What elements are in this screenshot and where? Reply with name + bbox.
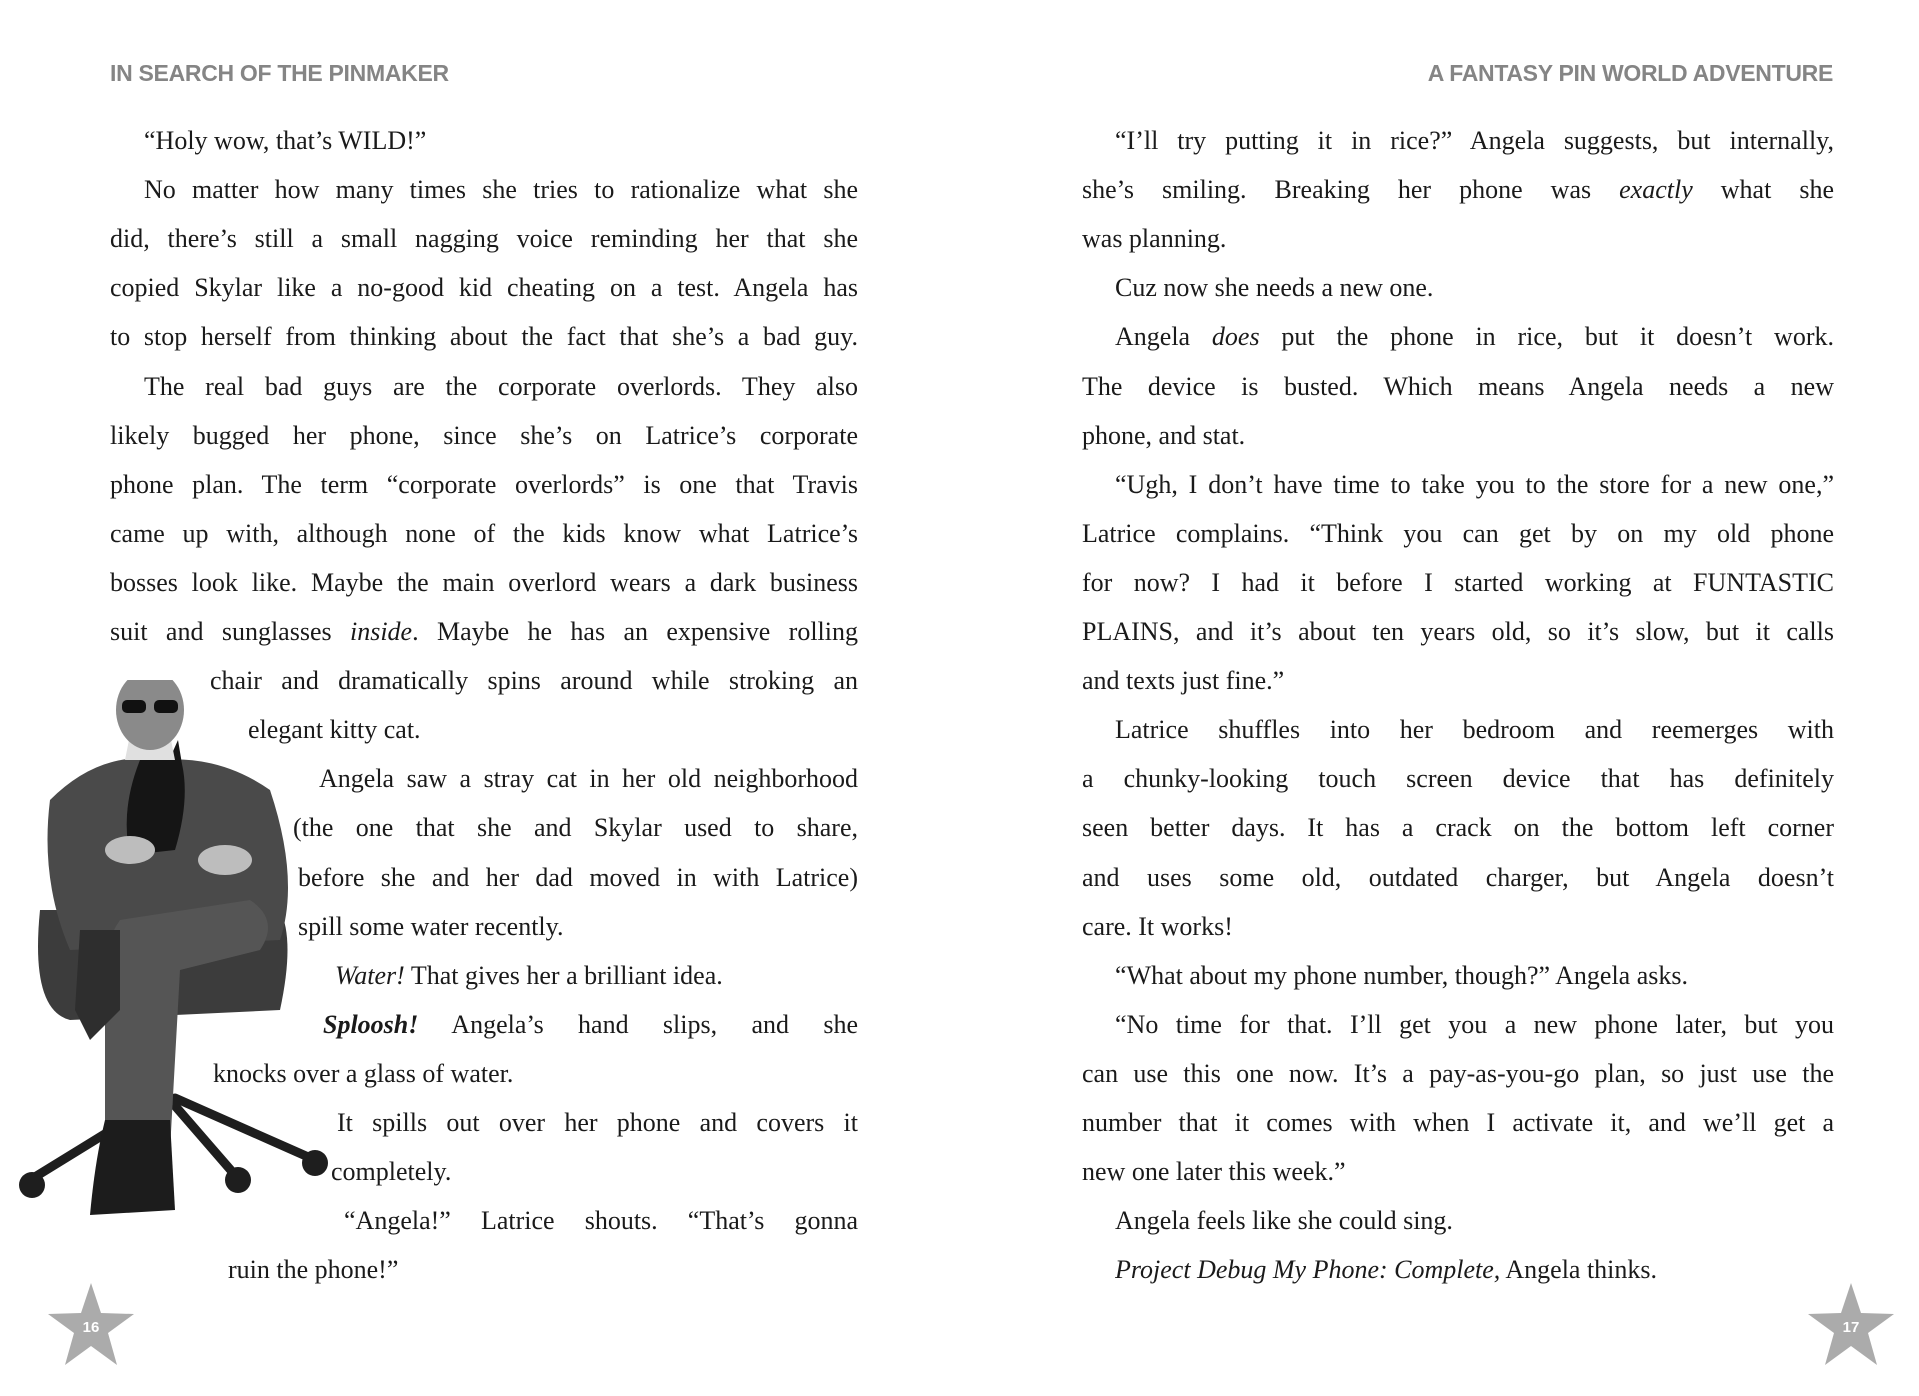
text-line — [1082, 902, 1834, 951]
text-run: number that it comes with when I activate it, and we’ll get a — [1082, 1108, 1834, 1137]
text-line — [1082, 754, 1834, 803]
text-line — [1115, 263, 1834, 312]
emphasized-text: Project Debug My Phone: Complete, — [1115, 1255, 1501, 1285]
text-run: (the one that she and Skylar used to share, — [293, 813, 858, 843]
text-line — [144, 362, 858, 411]
emphasized-text: does — [1211, 322, 1260, 352]
text-line — [1115, 705, 1834, 754]
text-line — [1082, 1147, 1834, 1196]
text-run: was planning. — [1082, 224, 1227, 254]
text-run: Angela — [1115, 322, 1212, 352]
emphasized-text: inside — [349, 617, 413, 646]
text-run: Latrice shuffles into her bedroom and reemerges with — [1115, 715, 1834, 745]
text-line — [1115, 1196, 1834, 1245]
text-run: “Angela!” Latrice shouts. “That’s gonna — [344, 1206, 858, 1236]
text-line — [1115, 951, 1834, 1000]
text-run: PLAINS, and it’s about ten years old, so it’s slow, but it calls — [1082, 617, 1834, 646]
text-run: elegant kitty cat. — [248, 715, 421, 745]
text-run: a chunky-looking touch screen device that has definitely — [1082, 764, 1834, 794]
text-run: Angela thinks. — [1500, 1255, 1658, 1285]
text-line — [331, 1147, 858, 1196]
text-run: new one later this week.” — [1082, 1157, 1346, 1187]
text-line — [1082, 1098, 1834, 1147]
text-line — [110, 214, 858, 263]
text-line — [1082, 362, 1834, 411]
text-run: knocks over a glass of water. — [213, 1058, 514, 1088]
text-line — [1115, 460, 1834, 509]
emphasized-text: exactly — [1619, 175, 1693, 205]
text-line — [1082, 656, 1834, 705]
text-line — [110, 607, 858, 656]
text-line — [1082, 853, 1834, 902]
text-run: likely bugged her phone, since she’s on Latrice’s corporate — [110, 420, 858, 450]
text-run: can use this one now. It’s a pay-as-you-go plan, so just use the — [1082, 1058, 1834, 1088]
text-line — [144, 116, 858, 165]
text-line — [110, 263, 858, 312]
text-run: The device is busted. Which means Angela needs a new — [1082, 371, 1834, 401]
text-line — [1082, 558, 1834, 607]
text-run: That gives her a brilliant idea. — [404, 960, 723, 990]
text-line — [344, 1196, 858, 1245]
text-run: . Maybe he has an expensive rolling — [412, 617, 858, 646]
businessman-in-chair-illustration — [10, 680, 350, 1235]
text-run: to stop herself from thinking about the fact that she’s a bad guy. — [110, 322, 858, 352]
text-run: “What about my phone number, though?” Angela asks. — [1115, 960, 1688, 990]
text-line — [319, 754, 858, 803]
text-line — [110, 312, 858, 361]
text-run: seen better days. It has a crack on the bottom left corner — [1082, 813, 1834, 843]
text-run: No matter how many times she tries to rationalize what she — [144, 175, 858, 205]
page-number-star-left — [48, 1283, 134, 1365]
running-head-left: IN SEARCH OF THE PINMAKER — [110, 60, 449, 86]
text-run: Cuz now she needs a new one. — [1115, 273, 1434, 303]
text-line — [1082, 509, 1834, 558]
text-run: chair and dramatically spins around while stroking an — [210, 666, 858, 696]
text-line — [323, 1000, 858, 1049]
page-number-star-right — [1808, 1283, 1894, 1365]
text-line — [1115, 312, 1834, 361]
text-run: came up with, although none of the kids know what Latrice’s — [110, 518, 858, 548]
page-number-left: 16 — [82, 1319, 100, 1336]
text-line — [110, 509, 858, 558]
text-line — [228, 1245, 858, 1294]
text-line — [298, 902, 858, 951]
text-line — [1082, 803, 1834, 852]
text-run: “No time for that. I’ll get you a new phone later, but you — [1115, 1009, 1834, 1039]
page-number-right: 17 — [1842, 1319, 1860, 1336]
text-run: before she and her dad moved in with Latrice) — [298, 862, 858, 892]
text-run: “I’ll try putting it in rice?” Angela suggests, but internally, — [1115, 126, 1834, 155]
emphasized-text: Sploosh! — [323, 1009, 419, 1039]
text-line — [1082, 607, 1834, 656]
text-run: Angela’s hand slips, and she — [418, 1009, 858, 1039]
text-run: “Ugh, I don’t have time to take you to the store for a new one,” — [1115, 469, 1834, 499]
text-line — [1082, 1049, 1834, 1098]
text-run: Latrice complains. “Think you can get by on my old phone — [1082, 518, 1834, 548]
running-head-right: A FANTASY PIN WORLD ADVENTURE — [1427, 60, 1833, 86]
text-run: completely. — [331, 1157, 452, 1187]
text-run: what she — [1692, 175, 1834, 205]
emphasized-text: Water! — [335, 960, 405, 990]
text-run: phone plan. The term “corporate overlords” is one that Travis — [110, 469, 858, 499]
text-line — [335, 951, 858, 1000]
text-run: she’s smiling. Breaking her phone was — [1082, 175, 1620, 205]
text-line — [1082, 165, 1834, 214]
text-run: ruin the phone!” — [228, 1255, 399, 1285]
text-line — [110, 558, 858, 607]
text-run: spill some water recently. — [298, 911, 564, 941]
text-line — [144, 165, 858, 214]
text-line — [1082, 411, 1834, 460]
text-line — [110, 460, 858, 509]
text-run: The real bad guys are the corporate overlords. They also — [144, 371, 858, 401]
text-line — [1115, 1000, 1834, 1049]
text-run: phone, and stat. — [1082, 420, 1246, 450]
text-line — [293, 803, 858, 852]
text-line — [1115, 116, 1834, 165]
text-run: put the phone in rice, but it doesn’t work. — [1259, 322, 1834, 352]
text-run: It spills out over her phone and covers it — [337, 1108, 858, 1137]
text-run: for now? I had it before I started working at FUNTASTIC — [1082, 567, 1834, 597]
text-run: “Holy wow, that’s WILD!” — [144, 126, 427, 155]
text-run: Angela feels like she could sing. — [1115, 1206, 1453, 1236]
text-run: Angela saw a stray cat in her old neighborhood — [319, 764, 858, 794]
text-run: bosses look like. Maybe the main overlord wears a dark business — [110, 567, 858, 597]
text-run: and uses some old, outdated charger, but Angela doesn’t — [1082, 862, 1834, 892]
text-run: did, there’s still a small nagging voice reminding her that she — [110, 224, 858, 254]
text-run: suit and sunglasses — [110, 617, 350, 646]
text-run: and texts just fine.” — [1082, 666, 1285, 696]
text-run: care. It works! — [1082, 911, 1233, 941]
text-line — [110, 411, 858, 460]
text-run: copied Skylar like a no-good kid cheating on a test. Angela has — [110, 273, 858, 303]
text-line — [337, 1098, 858, 1147]
text-line — [1082, 214, 1834, 263]
text-line — [1115, 1245, 1834, 1294]
text-line — [298, 853, 858, 902]
